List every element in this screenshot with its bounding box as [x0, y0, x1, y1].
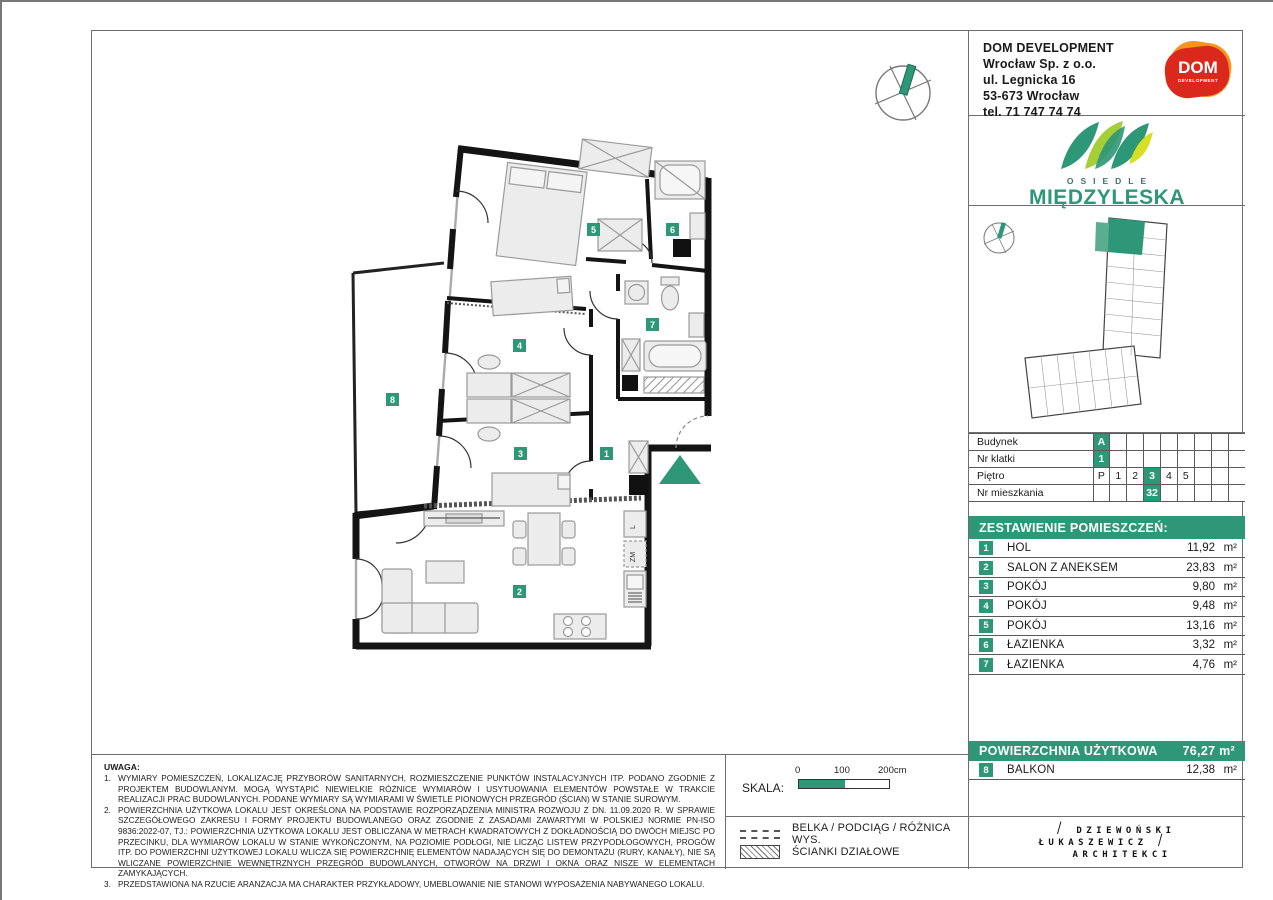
room-area-unit: m²: [1223, 600, 1237, 613]
unit-table-cell: 4: [1161, 468, 1178, 485]
unit-table-cell: [1127, 451, 1144, 468]
note-item: [104, 805, 715, 879]
room-area-unit: m²: [1223, 561, 1237, 574]
unit-table-label: Budynek: [969, 434, 1093, 451]
unit-table-cell: [1144, 434, 1161, 451]
drawing-frame: [91, 30, 1243, 889]
room-name: HOL: [1007, 542, 1032, 555]
svg-text:4: 4: [516, 341, 523, 351]
estate-logo-name: MIĘDZYLESKA: [1028, 186, 1185, 209]
room-area-unit: m²: [1223, 639, 1237, 652]
room-row: [969, 597, 1245, 616]
room-area: 12,38: [1186, 764, 1215, 777]
notes-list: [104, 773, 715, 890]
svg-text:2: 2: [516, 587, 523, 597]
company-line: Wrocław Sp. z o.o.: [983, 57, 1097, 71]
balcony-row-wrap: [969, 761, 1245, 780]
note-item: [104, 773, 715, 805]
note-number: 1.: [104, 773, 111, 783]
estate-logo-osiedle: OSIEDLE: [1066, 176, 1154, 186]
room-name: POKÓJ: [1007, 600, 1047, 613]
unit-table-cell: A: [1093, 434, 1110, 451]
rooms-header: ZESTAWIENIE POMIESZCZEŃ:: [969, 516, 1245, 539]
legend: [726, 816, 968, 869]
unit-table-cell: [1093, 485, 1110, 502]
room-name: SALON Z ANEKSEM: [1007, 561, 1119, 574]
company-phone: tel. 71 747 74 74: [983, 105, 1081, 119]
company-info: [969, 31, 1245, 119]
unit-table-cell: 2: [1127, 468, 1144, 485]
usable-area-value: 76,27 m²: [1182, 744, 1235, 758]
note-text: PRZEDSTAWIONA NA RZUCIE ARANŻACJA MA CHARAKTER PRZYKŁADOWY, UMEBLOWANIE NIE STANOWI WYPOSAŻENIA NABYWANEGO LOKALU.: [118, 878, 705, 889]
room-row: [969, 578, 1245, 597]
room-name: ŁAZIENKA: [1007, 639, 1065, 652]
note-text: POWIERZCHNIA UŻYTKOWA LOKALU JEST OKREŚLONA NA PODSTAWIE ROZPORZĄDZENIA MINISTRA ROZWOJU Z DN. 11.09.2020 R. W SPRAWIE SZCZEGÓŁOWEGO ZAKRESU I FORMY PROJEKTU BUDOWLANEGO ORAZ ZGODNIE Z ZASADAMI ZAWARTYMI W POLSKIEJ NORMIE PN-ISO 9836:2022-07, TJ.: POWIERZCHNIA UŻYTKOWA LOKALU JEST OBLICZANA W METRACH KWADRATOWYCH Z DOKŁADNOŚCIĄ DO DWÓCH MIEJSC PO PRZECINKU, DLA WYMIARÓW LOKALU W STANIE WYKOŃCZONYM, NA POZIOMIE PODŁOGI, NIE LICZĄC LISTEW PRZYPODŁOGOWYCH, PROGÓW ITP. DO POWIERZCHNI UŻYTKOWEJ LOKALU WLICZA SIĘ POWIERZCHNIĘ ELEMENTÓW NADAJĄCYCH SIĘ DO DEMONTAŻU (RURY, KANAŁY), NIE SĄ WLICZANE POWIERZCHNIE WEWNĘTRZNYCH PRZEGRÓD BUDOWLANYCH, OTWORÓW NA DRZWI I OKNA ORAZ NISZE W ELEMENTACH ZAMYKAJĄCYCH.: [118, 804, 715, 879]
note-item: [104, 879, 715, 890]
unit-table-cell: [1194, 468, 1211, 485]
room-name: BALKON: [1007, 764, 1055, 777]
unit-table-row: [969, 485, 1245, 502]
unit-table-label: Nr mieszkania: [969, 485, 1093, 502]
rooms-list: [969, 539, 1245, 741]
unit-table-cell: [1211, 434, 1228, 451]
legend-scianki-label: ŚCIANKI DZIAŁOWE: [792, 846, 900, 858]
unit-table-cell: 1: [1110, 468, 1127, 485]
architect-logo: [969, 816, 1245, 869]
unit-table-cell: [1228, 468, 1245, 485]
unit-table-cell: [1161, 451, 1178, 468]
unit-table-cell: 1: [1093, 451, 1110, 468]
unit-table-cell: [1177, 434, 1194, 451]
svg-text:DOM: DOM: [1178, 58, 1218, 77]
room-name: POKÓJ: [1007, 580, 1047, 593]
svg-text:3: 3: [517, 449, 524, 459]
right-column: [968, 31, 1244, 869]
notes: [92, 754, 726, 889]
room-badge: 8: [979, 763, 993, 777]
note-number: 3.: [104, 878, 111, 889]
unit-table-cell: [1177, 451, 1194, 468]
scale-bar: [798, 779, 890, 789]
room-row: [969, 655, 1245, 674]
unit-table-cell: [1110, 451, 1127, 468]
room-row: [969, 617, 1245, 636]
unit-table-cell: [1161, 485, 1178, 502]
room-area-unit: m²: [1223, 764, 1237, 777]
unit-table-cell: [1194, 485, 1211, 502]
room-area: 9,48: [1192, 600, 1215, 613]
unit-table-cell: [1177, 485, 1194, 502]
unit-table-cell: [1211, 468, 1228, 485]
partition-symbol: [740, 845, 780, 859]
room-name: ŁAZIENKA: [1007, 658, 1065, 671]
company-line: 53-673 Wrocław: [983, 89, 1080, 103]
room-badge: 3: [979, 580, 993, 594]
legend-row-belka: [740, 822, 968, 846]
room-row: [969, 558, 1245, 577]
scale-bar-fill: [799, 780, 845, 788]
svg-text:DEVELOPMENT: DEVELOPMENT: [1177, 78, 1219, 83]
architect-line2: ŁUKASZEWICZ /: [1038, 832, 1168, 850]
usable-area-bar: [969, 741, 1245, 761]
room-area: 4,76: [1192, 658, 1215, 671]
scale-box: [726, 754, 968, 816]
room-area: 3,32: [1192, 639, 1215, 652]
building-overview: [969, 206, 1245, 433]
company-line: ul. Legnicka 16: [983, 73, 1076, 87]
unit-table-cell: P: [1093, 468, 1110, 485]
room-badge: 2: [979, 561, 993, 575]
unit-table-label: Nr klatki: [969, 451, 1093, 468]
legend-belka-label: BELKA / PODCIĄG / RÓŻNICA WYS.: [792, 822, 950, 846]
unit-table-cell: [1211, 485, 1228, 502]
room-area-unit: m²: [1223, 542, 1237, 555]
architect-line1: / DZIEWOŃSKI: [1056, 820, 1176, 838]
unit-table-cell: 5: [1177, 468, 1194, 485]
unit-table-cell: [1127, 485, 1144, 502]
balcony-row: [969, 761, 1245, 780]
compass-icon: [868, 58, 938, 128]
highlighted-apartment: [1107, 218, 1145, 255]
usable-area-label: POWIERZCHNIA UŻYTKOWA: [979, 744, 1158, 758]
room-badge: 5: [979, 619, 993, 633]
room-area: 11,92: [1187, 542, 1215, 555]
unit-table-cell: [1110, 434, 1127, 451]
highlighted-balcony: [1095, 222, 1109, 252]
unit-table-cell: [1228, 434, 1245, 451]
svg-text:7: 7: [649, 320, 656, 330]
svg-text:8: 8: [389, 395, 396, 405]
unit-table-cell: [1144, 451, 1161, 468]
dom-development-logo: [1159, 40, 1237, 104]
architect-line3: ARCHITEKCI: [1072, 850, 1172, 860]
building-overview-plan: [969, 206, 1245, 432]
svg-text:6: 6: [669, 225, 676, 235]
unit-table-cell: [1194, 451, 1211, 468]
unit-table-cell: 32: [1144, 485, 1161, 502]
room-area: 13,16: [1186, 619, 1215, 632]
unit-table-cell: [1161, 434, 1178, 451]
room-name: POKÓJ: [1007, 619, 1047, 632]
svg-text:5: 5: [590, 225, 597, 235]
estate-logo-leaves-icon: [1055, 120, 1159, 170]
scale-tick-100: 100: [834, 765, 850, 776]
unit-table-cell: [1211, 451, 1228, 468]
scale-label: SKALA:: [742, 781, 785, 795]
unit-table-cell: [1228, 451, 1245, 468]
room-badge: 7: [979, 658, 993, 672]
kitchen-dishwasher-label: ZM: [630, 551, 637, 563]
entrance-marker: [659, 455, 701, 484]
kitchen-fridge-label: L: [630, 525, 637, 529]
room-area: 23,83: [1186, 561, 1215, 574]
unit-table-cell: [1194, 434, 1211, 451]
room-badge: 4: [979, 599, 993, 613]
room-row: [969, 539, 1245, 558]
note-text: WYMIARY POMIESZCZEŃ, LOKALIZACJĘ PRZYBORÓW SANITARNYCH, ROZMIESZCZENIE PUNKTÓW INSTALACYJNYCH ITP. PODANO ZGODNIE Z PROJEKTEM BUDOWLANYM. MOGĄ WYSTĄPIĆ NIEWIELKIE RÓŻNICE WYMIARÓW I USYTUOWANIA ELEMENTÓW POWSTAŁE W TRAKCIE REALIZACJI PRAC BUDOWLANYCH. PODANE WYMIARY SĄ WYMIARAMI W ŚWIETLE PIONOWYCH PRZEGRÓD (ŚCIAN) W STANIE SUROWYM.: [118, 773, 715, 805]
page-edge-top: [0, 0, 1273, 2]
room-area-unit: m²: [1223, 580, 1237, 593]
svg-text:1: 1: [603, 449, 610, 459]
unit-table-cell: [1127, 434, 1144, 451]
balcony-floor: [353, 263, 444, 513]
unit-table-cell: 3: [1144, 468, 1161, 485]
unit-table-row: [969, 468, 1245, 485]
note-number: 2.: [104, 804, 111, 815]
scale-tick-0: 0: [795, 765, 801, 776]
unit-table-cell: [1228, 485, 1245, 502]
unit-info-table: [969, 433, 1245, 502]
scale-tick-200: 200cm: [878, 765, 907, 776]
room-area-unit: m²: [1223, 658, 1237, 671]
notes-heading: UWAGA:: [104, 762, 140, 772]
room-row: [969, 636, 1245, 655]
unit-table-label: Piętro: [969, 468, 1093, 485]
floor-plan: [342, 131, 968, 681]
page-edge-left: [0, 0, 2, 900]
unit-table-row: [969, 434, 1245, 451]
room-area: 9,80: [1192, 580, 1215, 593]
estate-logo: [969, 116, 1245, 209]
unit-table-cell: [1110, 485, 1127, 502]
company-name: DOM DEVELOPMENT: [983, 41, 1114, 55]
room-badge: 6: [979, 638, 993, 652]
unit-table-row: [969, 451, 1245, 468]
room-area-unit: m²: [1223, 619, 1237, 632]
room-badge: 1: [979, 541, 993, 555]
beam-symbol: [740, 830, 780, 839]
